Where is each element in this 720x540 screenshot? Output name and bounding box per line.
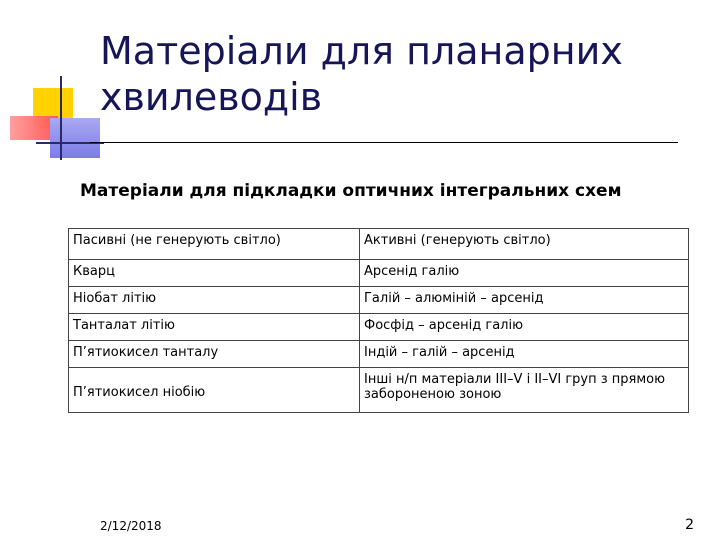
title-underline	[90, 142, 678, 143]
materials-table	[68, 228, 689, 413]
cell-active: Фосфід – арсенід галію	[360, 314, 689, 341]
slide-subtitle: Матеріали для підкладки оптичних інтегральних схем	[80, 181, 622, 201]
cell-passive: Ніобат літію	[69, 287, 360, 314]
header-active: Активні (генерують світло)	[360, 229, 689, 260]
slide-title	[100, 28, 700, 120]
cell-passive: Кварц	[69, 260, 360, 287]
cell-passive: П’ятиокисел танталу	[69, 341, 360, 368]
page-number: 2	[685, 517, 694, 533]
cell-active: Індій – галій – арсенід	[360, 341, 689, 368]
table-row	[69, 314, 689, 341]
table-header-row	[69, 229, 689, 260]
header-passive: Пасивні (не генерують світло)	[69, 229, 360, 260]
decoration-blue-square	[50, 118, 100, 158]
cell-active: Галій – алюміній – арсенід	[360, 287, 689, 314]
cell-active: Арсенід галію	[360, 260, 689, 287]
table-row	[69, 287, 689, 314]
slide-title-line1: Матеріали для планарних	[100, 29, 623, 73]
cell-active: Інші н/п матеріали III–V і II–VI груп з прямою забороненою зоною	[360, 368, 689, 413]
footer-date: 2/12/2018	[100, 519, 162, 533]
table-row	[69, 341, 689, 368]
table-row	[69, 260, 689, 287]
cell-passive: Танталат літію	[69, 314, 360, 341]
cell-passive: П’ятиокисел ніобію	[69, 368, 360, 413]
table-row	[69, 368, 689, 413]
decoration-vertical-line	[60, 76, 62, 160]
slide-title-line2: хвилеводів	[100, 75, 323, 119]
